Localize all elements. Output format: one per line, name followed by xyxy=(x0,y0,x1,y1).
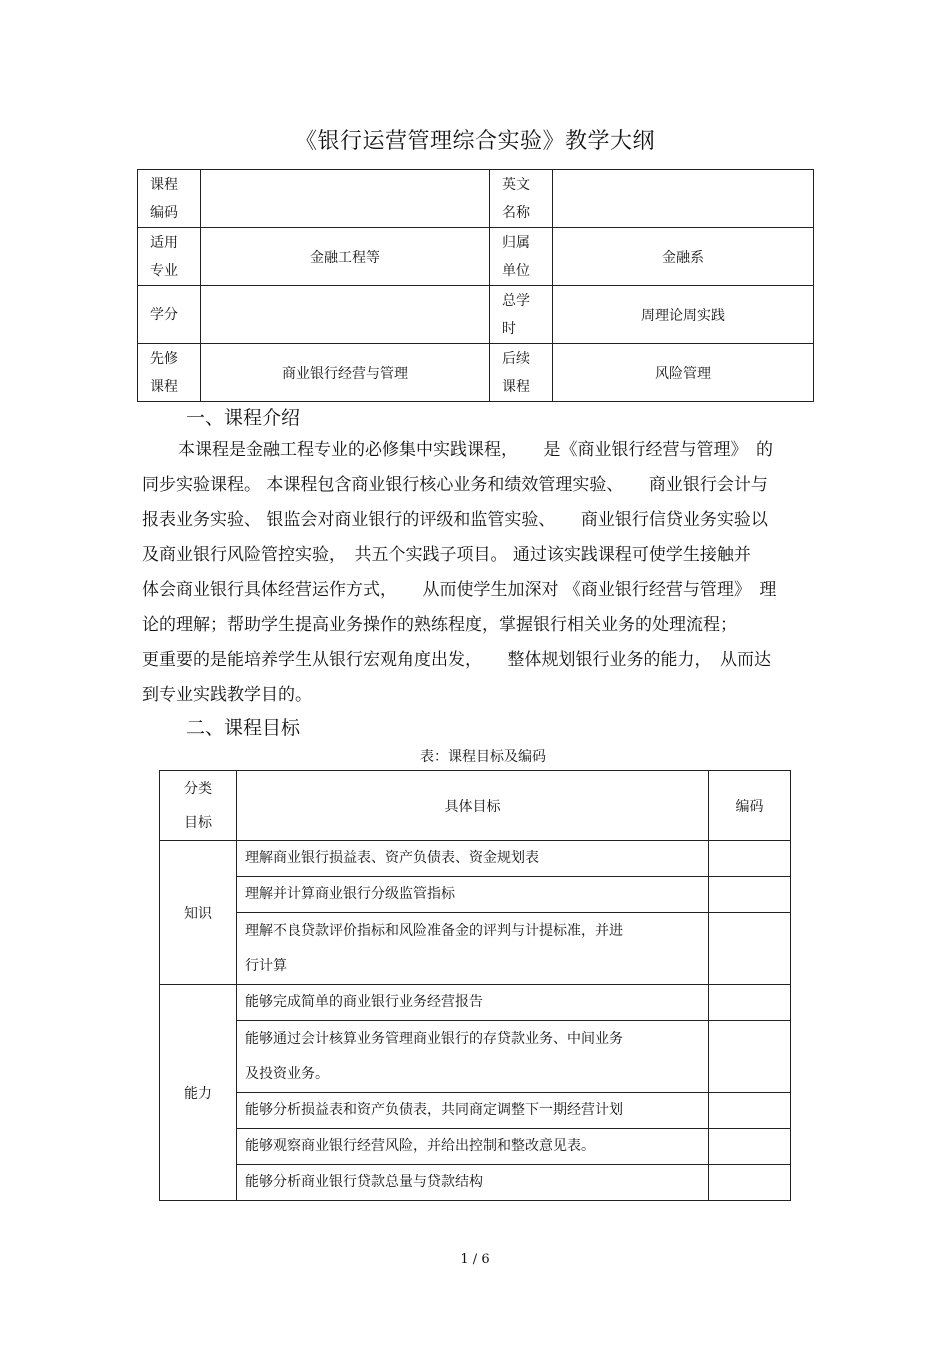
goal-code xyxy=(709,1021,791,1093)
info-row xyxy=(138,344,814,402)
goal-item: 能够完成简单的商业银行业务经营报告 xyxy=(237,985,709,1021)
value-prerequisite: 商业银行经营与管理 xyxy=(201,344,490,402)
header-goal: 具体目标 xyxy=(237,771,709,841)
goal-code xyxy=(709,841,791,877)
paragraph-line: 及商业银行风险管控实验， 共五个实践子项目。 通过该实践课程可使学生接触并 xyxy=(142,545,751,565)
page-number: 1 / 6 xyxy=(460,1252,490,1267)
label-prerequisite: 先修 课程 xyxy=(138,344,201,402)
label-course-code: 课程 编码 xyxy=(138,170,201,228)
label-total-hours: 总学 时 xyxy=(490,286,553,344)
section-heading-intro: 一、课程介绍 xyxy=(186,407,301,429)
goal-code xyxy=(709,877,791,913)
category-ability: 能力 xyxy=(160,985,237,1201)
goal-item: 理解不良贷款评价指标和风险准备金的评判与计提标准，并进 行计算 xyxy=(237,913,709,985)
table-row xyxy=(160,1093,791,1129)
course-goals-table xyxy=(159,770,791,1201)
header-category: 分类 目标 xyxy=(160,771,237,841)
info-row xyxy=(138,170,814,228)
paragraph-line: 本课程是金融工程专业的必修集中实践课程， 是《商业银行经营与管理》 的 xyxy=(178,440,773,460)
category-knowledge: 知识 xyxy=(160,841,237,985)
section-heading-goals: 二、课程目标 xyxy=(186,717,301,739)
table-row xyxy=(160,1165,791,1201)
goal-code xyxy=(709,1093,791,1129)
label-follow-up: 后续 课程 xyxy=(490,344,553,402)
goal-item: 理解商业银行损益表、资产负债表、资金规划表 xyxy=(237,841,709,877)
goals-header-row xyxy=(160,771,791,841)
table-row xyxy=(160,1021,791,1093)
goal-item: 能够观察商业银行经营风险，并给出控制和整改意见表。 xyxy=(237,1129,709,1165)
goal-item: 理解并计算商业银行分级监管指标 xyxy=(237,877,709,913)
goal-code xyxy=(709,985,791,1021)
info-row xyxy=(138,286,814,344)
goal-item: 能够通过会计核算业务管理商业银行的存贷款业务、中间业务 及投资业务。 xyxy=(237,1021,709,1093)
value-department: 金融系 xyxy=(553,228,814,286)
label-credits: 学分 xyxy=(138,286,201,344)
paragraph-line: 到专业实践教学目的。 xyxy=(142,685,312,705)
table-row xyxy=(160,877,791,913)
label-major: 适用 专业 xyxy=(138,228,201,286)
table-row xyxy=(160,841,791,877)
course-info-table xyxy=(137,169,814,402)
value-course-code xyxy=(201,170,490,228)
goal-item: 能够分析损益表和资产负债表，共同商定调整下一期经营计划 xyxy=(237,1093,709,1129)
goal-item: 能够分析商业银行贷款总量与贷款结构 xyxy=(237,1165,709,1201)
value-major: 金融工程等 xyxy=(201,228,490,286)
table-row xyxy=(160,913,791,985)
paragraph-line: 体会商业银行具体经营运作方式， 从而使学生加深对 《商业银行经营与管理》 理 xyxy=(142,580,777,600)
label-department: 归属 单位 xyxy=(490,228,553,286)
paragraph-line: 更重要的是能培养学生从银行宏观角度出发， 整体规划银行业务的能力， 从而达 xyxy=(142,650,771,670)
table-caption: 表：课程目标及编码 xyxy=(420,749,546,765)
table-row xyxy=(160,1129,791,1165)
value-follow-up: 风险管理 xyxy=(553,344,814,402)
value-total-hours: 周理论周实践 xyxy=(553,286,814,344)
value-english-name xyxy=(553,170,814,228)
value-credits xyxy=(201,286,490,344)
label-english-name: 英文 名称 xyxy=(490,170,553,228)
goal-code xyxy=(709,913,791,985)
document-title: 《银行运营管理综合实验》教学大纲 xyxy=(294,129,655,154)
goal-code xyxy=(709,1165,791,1201)
info-row xyxy=(138,228,814,286)
paragraph-line: 同步实验课程。 本课程包含商业银行核心业务和绩效管理实验、 商业银行会计与 xyxy=(142,475,768,495)
table-row xyxy=(160,985,791,1021)
paragraph-line: 论的理解；帮助学生提高业务操作的熟练程度，掌握银行相关业务的处理流程； xyxy=(142,615,737,635)
paragraph-line: 报表业务实验、 银监会对商业银行的评级和监管实验、 商业银行信贷业务实验以 xyxy=(142,510,768,530)
header-code: 编码 xyxy=(709,771,791,841)
intro-paragraph xyxy=(142,433,810,713)
goal-code xyxy=(709,1129,791,1165)
